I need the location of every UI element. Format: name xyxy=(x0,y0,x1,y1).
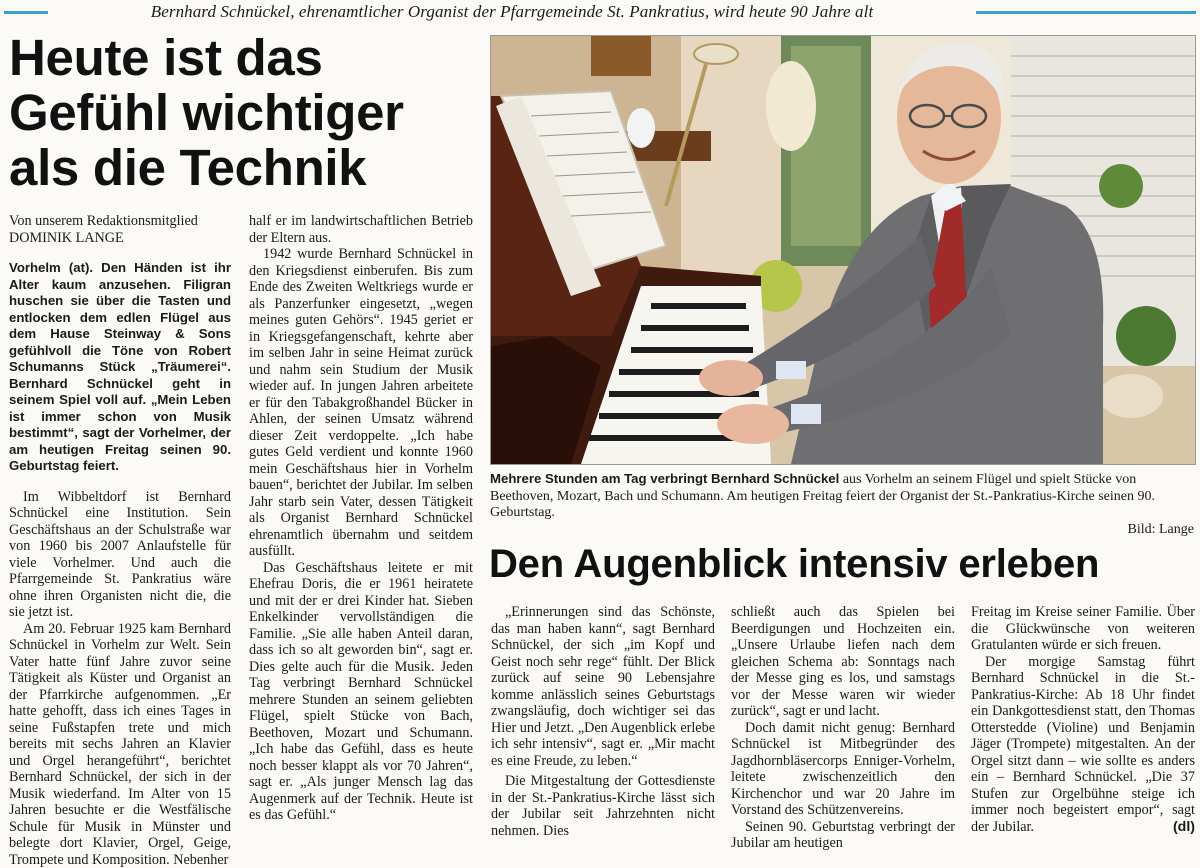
body-paragraph: „Erinnerungen sind das Schönste, das man haben kann“, sagt Bernhard Schnückel, der sich „im Kopf und Geist noch sehr rege“ fühlt. Der Blick zurück auf seine 90 Lebensjahre komme anlässlich seines Geburtstags zwangsläufig, doch wichtiger sei das Hier und Jetzt. „Den Augenblick erlebe ich sehr intensiv“, sagt er. „Mir macht es eine Freude, zu leben.“ xyxy=(491,604,715,769)
photo-caption xyxy=(490,471,1194,538)
article-column-2 xyxy=(249,213,473,824)
body-paragraph: 1942 wurde Bernhard Schnückel in den Kriegsdienst einberufen. Bis zum Ende des Zweiten Weltkriegs wurde er als Panzerfunker eingesetzt, „wegen meines guten Gehörs“. 1945 geriet er in Kriegsgefangenschaft, kehrte aber im selben Jahr in seine Heimat zurück und nahm sein Studium der Musik wieder auf. In jungen Jahren arbeitete er für den Tabakgroßhandel Bücker in Ahlen, der seinen Umsatz während dieser Zeit verdoppelte. „Ich habe gutes Geld verdient und konnte 1960 mein Geschäftshaus hier in Vorhelm bauen“, berichtet der Jubilar. Im selben Jahr starb sein Vater, dessen Tätigkeit als Organist Bernhard Schnückel ehrenamtlich übernahm und seitdem ausfüllt. xyxy=(249,246,473,560)
body-paragraph: Das Geschäftshaus leitete er mit Ehefrau Doris, die er 1961 heiratete und mit der er drei Kinder hat. Sieben Enkelkinder vervollständigen die Familie. „Sie alle haben Anteil daran, dass ich so alt geworden bin“, sagt er. Dies gelte auch für die Musik. Jeden Tag verbringt Bernhard Schnückel mehrere Stunden an seinem geliebten Flügel, spielt Stücke von Bach, Beethoven, Mozart und Schumann. „Ich habe das Gefühl, dass es heute noch besser klappt als vor 70 Jahren“, sagt er. „Als junger Mensch lag das Augenmerk auf der Technik. Heute ist es das Gefühl.“ xyxy=(249,560,473,824)
body-paragraph: half er im landwirtschaftlichen Betrieb der Eltern aus. xyxy=(249,213,473,246)
body-paragraph: Die Mitgestaltung der Gottesdienste in der St.-Pankratius-Kirche lässt sich der Jubilar seit Jahrzehnten nicht nehmen. Dies xyxy=(491,773,715,839)
photo-organist-at-piano xyxy=(490,35,1196,465)
article-column-4 xyxy=(731,604,955,852)
lead-paragraph: Vorhelm (at). Den Händen ist ihr Alter kaum anzusehen. Filigran huschen sie über die Tasten und entlocken dem edlen Flügel aus dem Hause Steinway & Sons gefühlvoll die Töne von Robert Schumanns Stück „Träumerei“. Bernhard Schnückel geht in seinem Spiel voll auf. „Mein Leben ist immer schon von Musik bestimmt“, sagt der Vorhelmer, der am heutigen Freitag seinen 90. Geburtstag feiert. xyxy=(9,260,231,475)
second-headline: Den Augenblick intensiv erleben xyxy=(489,540,1199,588)
byline xyxy=(9,213,231,246)
author-signature: (dl) xyxy=(1159,819,1195,836)
caption-body xyxy=(490,471,1194,522)
article-column-1 xyxy=(9,213,231,868)
body-paragraph: Freitag im Kreise seiner Familie. Über die Glückwünsche von weiteren Gratulanten würde er sich freuen. xyxy=(971,604,1195,654)
byline-author: DOMINIK LANGE xyxy=(9,230,124,246)
kicker-text: Bernhard Schnückel, ehrenamtlicher Organist der Pfarrgemeinde St. Pankratius, wird heute 90 Jahre alt xyxy=(52,2,972,22)
caption-lead: Mehrere Stunden am Tag verbringt Bernhard Schnückel xyxy=(490,471,839,486)
byline-intro: Von unserem Redaktionsmitglied xyxy=(9,213,198,229)
body-paragraph: Doch damit nicht genug: Bernhard Schnückel ist Mitbegründer des Jagdhornbläsercorps Enniger-Vorhelm, leitete zwischenzeitlich den Kirchenchor und war 20 Jahre im Vorstand des Schützenvereins. xyxy=(731,720,955,819)
kicker-rule-right xyxy=(976,11,1196,14)
headline-line: Gefühl wichtiger xyxy=(9,85,484,140)
body-paragraph: schließt auch das Spielen bei Beerdigungen und Hochzeiten ein. „Unsere Urlaube liefen nach dem gleichen Schema ab: Sonntags nach der Messe ging es los, und samstags vor der Messe waren wir wieder zurück“, sagt er und lacht. xyxy=(731,604,955,720)
article-column-3 xyxy=(491,604,715,839)
kicker-rule-left xyxy=(4,11,48,14)
caption-text: aus Vorhelm an seinem Flügel und spielt Stücke von Beethoven, Mozart, Bach und Schumann. Am heutigen Freitag feiert der Organist der St.-Pankratius-Kirche seinen 90. Geburtstag. xyxy=(490,472,1155,520)
headline-line: Heute ist das xyxy=(9,30,484,85)
main-headline xyxy=(9,30,484,195)
body-paragraph xyxy=(971,654,1195,836)
article-column-5 xyxy=(971,604,1195,835)
photo-credit: Bild: Lange xyxy=(490,522,1194,539)
kicker-line xyxy=(0,0,1200,26)
body-paragraph: Am 20. Februar 1925 kam Bernhard Schnückel in Vorhelm zur Welt. Sein Vater hatte fünf Jahre zuvor seine Tätigkeit als Küster und Organist an der Pfarrkirche aufgenommen. „Er hatte gehofft, dass ich eines Tages in seine Fußstapfen trete und mich bereits mit sechs Jahren an Klavier und Orgel herangeführt“, berichtet Bernhard Schnückel, der sich in der Musik wiederfand. Im Alter von 15 Jahren besuchte er die Westfälische Schule für Musik in Münster und belegte dort Klavier, Orgel, Geige, Trompete und Komposition. Nebenher xyxy=(9,621,231,868)
headline-line: als die Technik xyxy=(9,140,484,195)
body-paragraph-text: Der morgige Samstag führt Bernhard Schnückel in die St.-Pankratius-Kirche: Ab 18 Uhr findet ein Dankgottesdienst statt, den Thomas Otterstedde (Violine) und Benjamin Jäger (Trompete) mitgestalten. An der Orgel sitzt dann – wie sollte es anders ein – Bernhard Schnückel. „Die 37 Stufen zur Orgelbühne steige ich immer noch begeistert empor“, sagt der Jubilar. xyxy=(971,654,1195,835)
body-paragraph: Im Wibbeltdorf ist Bernhard Schnückel eine Institution. Sein Geschäftshaus an der Schulstraße war von 1960 bis 2007 Anlaufstelle für viele Vorhelmer. Und auch die Pfarrgemeinde St. Pankratius wäre ohne ihren Organisten nicht die, die sie jetzt ist. xyxy=(9,489,231,621)
body-paragraph: Seinen 90. Geburtstag verbringt der Jubilar am heutigen xyxy=(731,819,955,852)
